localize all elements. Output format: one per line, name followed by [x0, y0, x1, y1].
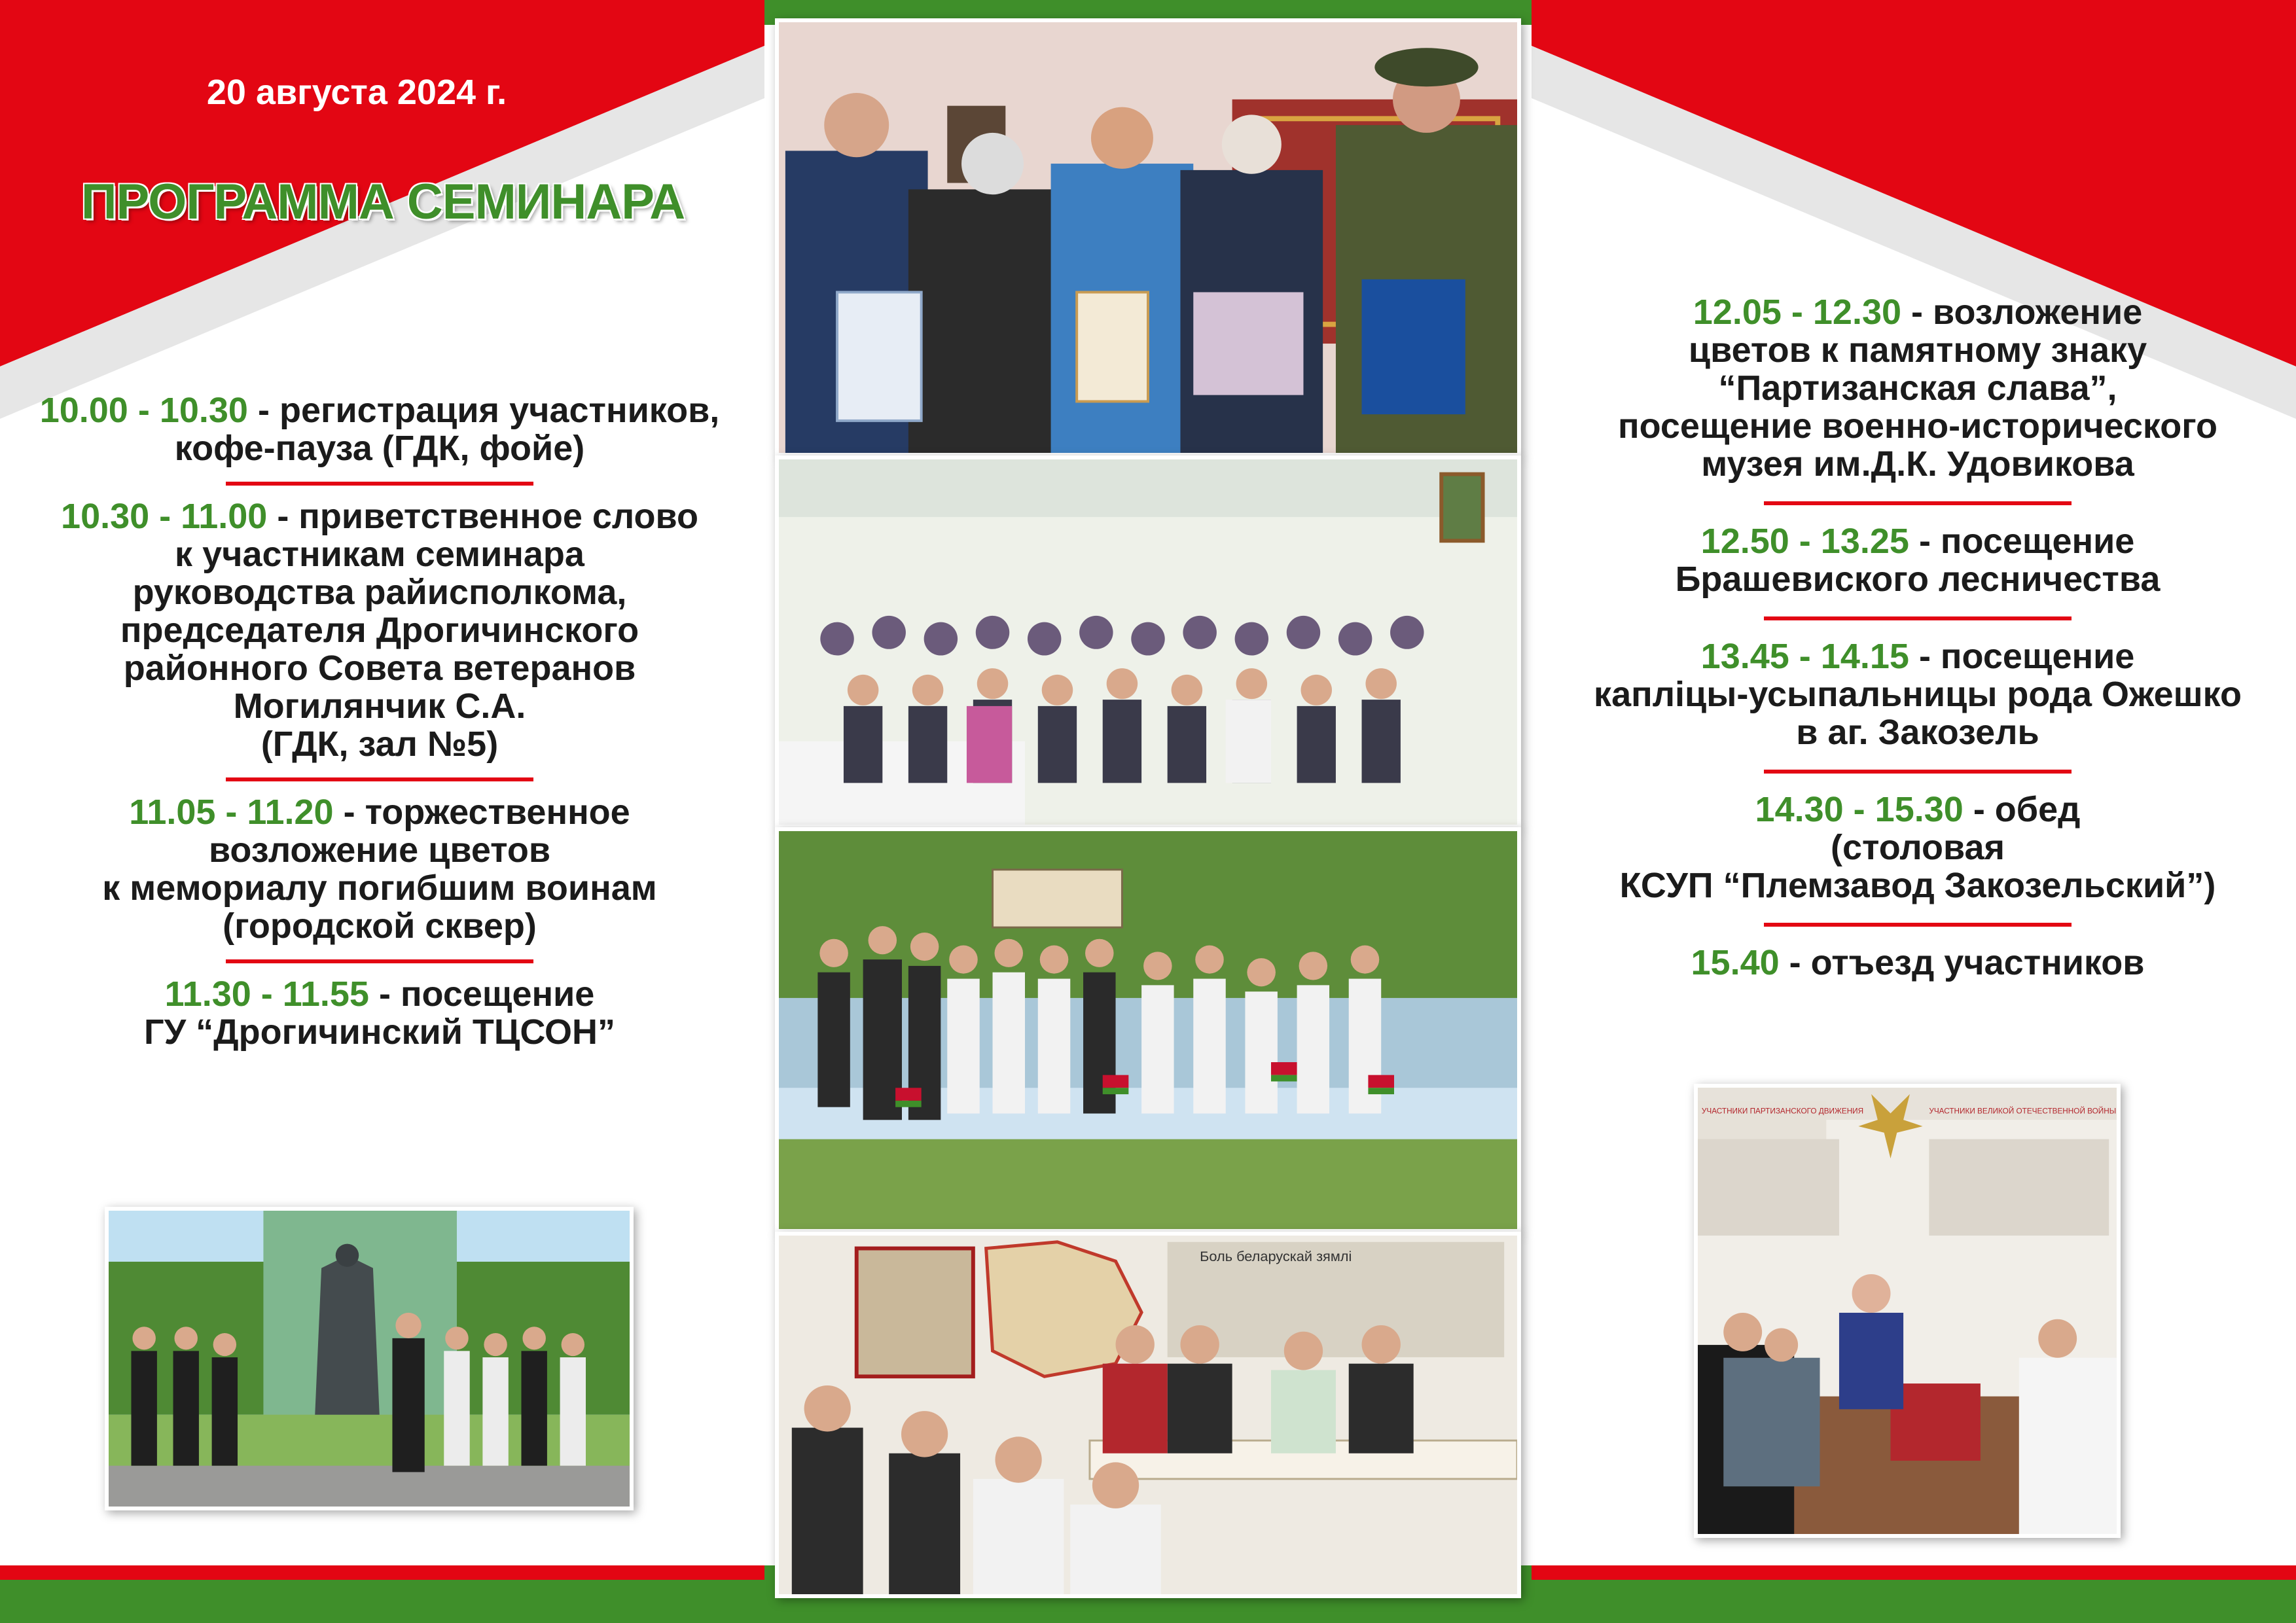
program-text: районного Совета ветеранов — [123, 649, 636, 688]
program-text: посещение военно-исторического — [1618, 406, 2217, 446]
program-text: - регистрация участников, — [247, 391, 720, 430]
red-divider — [226, 959, 533, 963]
program-text: в аг. Закозель — [1796, 713, 2039, 752]
program-text: “Партизанская слава”, — [1718, 368, 2117, 408]
red-divider — [1764, 770, 2072, 774]
program-text: - отъезд участников — [1779, 943, 2145, 982]
program-text: Брашевиского лесничества — [1675, 560, 2161, 599]
program-time: 14.30 - 15.30 — [1755, 790, 1964, 829]
program-item — [0, 497, 759, 763]
event-date: 20 августа 2024 г. — [206, 73, 507, 112]
red-divider — [226, 777, 533, 781]
museum-sign-right: УЧАСТНИКИ ВЕЛИКОЙ ОТЕЧЕСТВЕННОЙ ВОЙНЫ — [1929, 1107, 2117, 1116]
program-title: ПРОГРАММА СЕМИНАРА — [81, 174, 685, 230]
program-text: кофе-пауза (ГДК, фойе) — [174, 429, 585, 468]
program-right-column — [1545, 293, 2291, 982]
program-text: - приветственное слово — [267, 497, 698, 536]
program-item — [0, 391, 759, 467]
program-time: 12.05 - 12.30 — [1693, 293, 1902, 332]
program-text: - посещение — [368, 974, 595, 1014]
program-time: 15.40 — [1691, 943, 1780, 982]
program-text: цветов к памятному знаку — [1688, 330, 2147, 370]
program-time: 10.00 - 10.30 — [39, 391, 248, 430]
program-text: (городской сквер) — [223, 906, 537, 946]
program-text: (столовая — [1831, 828, 2005, 867]
program-text: КСУП “Племзавод Закозельский”) — [1619, 866, 2216, 905]
program-item — [1545, 944, 2291, 982]
program-time: 11.05 - 11.20 — [129, 793, 334, 832]
program-text: возложение цветов — [208, 830, 551, 870]
program-text: председателя Дрогичинского — [120, 611, 639, 650]
classroom-banner-text: Боль беларускай зямлі — [1200, 1248, 1352, 1265]
bottom-red-band-left — [0, 1565, 764, 1580]
bottom-red-band-right — [1532, 1565, 2296, 1580]
program-item — [1545, 293, 2291, 483]
photo-memorial — [105, 1207, 634, 1510]
red-divider — [226, 482, 533, 486]
program-text: - посещение — [1909, 637, 2135, 676]
photo-hall-group — [775, 455, 1521, 829]
program-text: капліцы-усыпальницы рода Ожешко — [1594, 675, 2242, 714]
program-item — [0, 793, 759, 945]
photo-outdoor-group — [775, 827, 1521, 1233]
program-text: к мемориалу погибшим воинам — [102, 868, 657, 908]
program-item — [0, 975, 759, 1051]
program-text: - посещение — [1909, 522, 2135, 561]
program-text: к участникам семинара — [175, 535, 584, 574]
program-text: музея им.Д.К. Удовикова — [1701, 444, 2134, 484]
photo-museum — [1694, 1084, 2121, 1538]
red-divider — [1764, 923, 2072, 927]
program-time: 12.50 - 13.25 — [1700, 522, 1909, 561]
program-item — [1545, 791, 2291, 904]
program-text: - торжественное — [333, 793, 630, 832]
program-text: ГУ “Дрогичинский ТЦСОН” — [143, 1012, 616, 1052]
museum-sign-left: УЧАСТНИКИ ПАРТИЗАНСКОГО ДВИЖЕНИЯ — [1701, 1107, 1864, 1116]
photo-classroom — [775, 1232, 1521, 1598]
program-item — [1545, 522, 2291, 598]
program-text: Могилянчик С.А. — [233, 687, 526, 726]
program-text: (ГДК, зал №5) — [260, 724, 499, 764]
photo-veteran-visit — [775, 18, 1521, 457]
program-time: 11.30 - 11.55 — [164, 974, 369, 1014]
program-item — [1545, 637, 2291, 751]
program-text: руководства райисполкома, — [132, 573, 627, 612]
program-text: - обед — [1963, 790, 2081, 829]
red-divider — [1764, 616, 2072, 620]
program-time: 13.45 - 14.15 — [1700, 637, 1909, 676]
program-time: 10.30 - 11.00 — [61, 497, 268, 536]
program-text: - возложение — [1901, 293, 2143, 332]
program-left-column — [0, 391, 759, 1051]
red-divider — [1764, 501, 2072, 505]
